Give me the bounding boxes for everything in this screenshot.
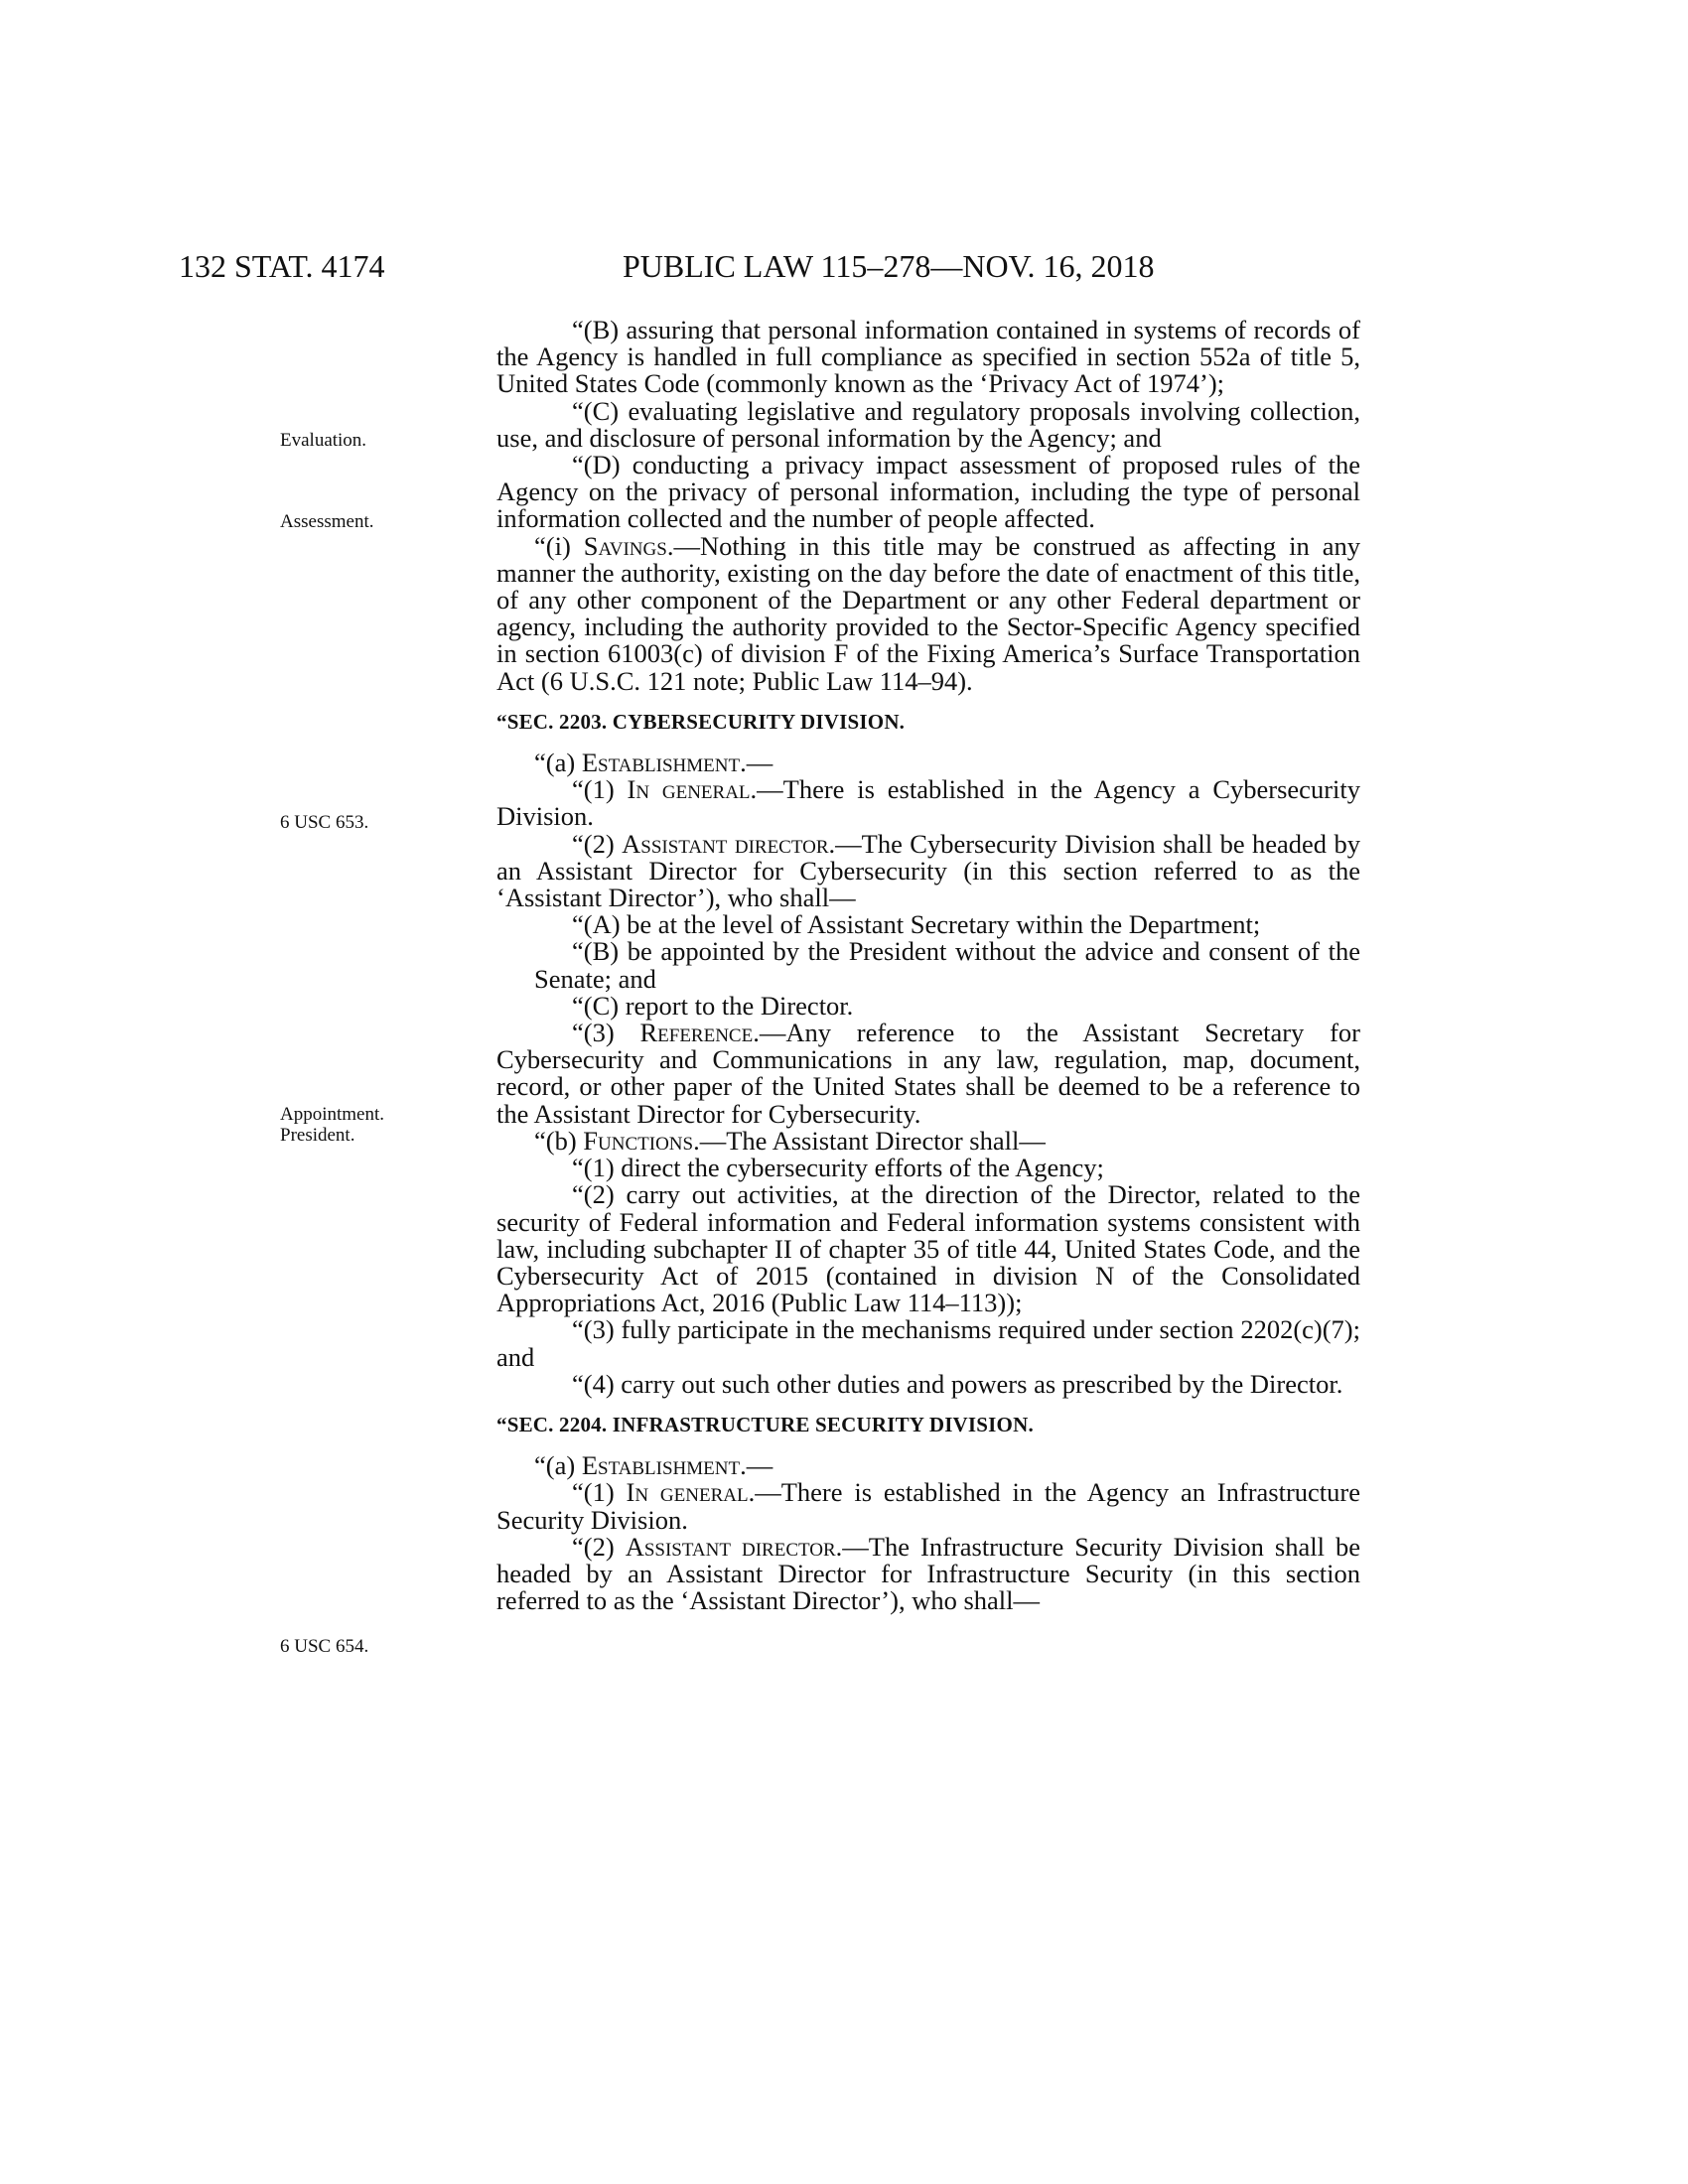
s2203-b <box>496 1125 1360 1156</box>
s2203-a3-text: .—Any reference to the Assistant Secretary for Cybersecurity and Communications in any law, regulation, map, document, record, or other paper of the United States shall be deemed to be a reference to the Assistant Director for Cybersecurity. <box>496 1018 1360 1129</box>
s2203-b4: “(4) carry out such other duties and powers as prescribed by the Director. <box>572 1368 1343 1399</box>
margin-note-president: President. <box>280 1125 355 1146</box>
s2203-a3 <box>496 1020 1360 1128</box>
s2204-a-tail: .— <box>740 1450 774 1481</box>
subsection-i-text: .—Nothing in this title may be construed as affecting in any manner the authority, existing on the day before the date of enactment of this title, of any other component of the Department or any other Federal department or agency, including the authority provided to the Sector-Specific Agency specified in section 61003(c) of division F of the Fixing America’s Surface Transportation Act (6 U.S.C. 121 note; Public Law 114–94). <box>496 530 1360 696</box>
s2203-b2: “(2) carry out activities, at the direction of the Director, related to the security of Federal information and Federal information systems consistent with law, including subchapter II of chapter 35 of title 44, United States Code, and the Cybersecurity Act of 2015 (contained in division N of the Consolidated Appropriations Act, 2016 (Public Law 114–113)); <box>496 1179 1360 1318</box>
paragraph-h-d: “(D) conducting a privacy impact assessment of proposed rules of the Agency on the privacy of personal information, including the type of personal information collected and the number of people affected. <box>496 450 1360 534</box>
s2203-a2-B: “(B) be appointed by the President without the advice and consent of the Senate; and <box>534 936 1360 994</box>
s2204-a1-heading: In general <box>626 1477 749 1508</box>
s2204-a1-text: .—There is established in the Agency an Infrastructure Security Division. <box>496 1477 1361 1535</box>
s2203-a-tail: .— <box>740 748 774 778</box>
margin-note-usc-653: 6 USC 653. <box>280 812 369 833</box>
s2203-a3-heading: Reference <box>639 1018 754 1048</box>
subsection-i-heading: Savings <box>583 530 667 561</box>
margin-note-appointment: Appointment. <box>280 1104 385 1125</box>
s2203-b-lead: “(b) <box>534 1125 584 1156</box>
s2203-a <box>496 750 1360 776</box>
paragraph-h-c: “(C) evaluating legislative and regulatory proposals involving collection, use, and disclosure of personal information by the Agency; and <box>496 395 1360 453</box>
s2203-a2-heading: Assistant director <box>622 828 829 859</box>
s2203-a2 <box>496 828 1360 913</box>
s2203-a1 <box>496 776 1360 830</box>
s2204-a1-lead: “(1) <box>572 1477 627 1508</box>
s2203-a2-A: “(A) be at the level of Assistant Secretary within the Department; <box>572 909 1261 940</box>
s2203-a2-lead: “(2) <box>572 828 623 859</box>
s2203-b-heading: Functions <box>583 1125 694 1156</box>
s2204-a <box>496 1452 1360 1479</box>
s2204-a1 <box>496 1479 1360 1533</box>
s2204-a2-lead: “(2) <box>572 1531 626 1562</box>
s2203-a1-lead: “(1) <box>572 774 628 805</box>
margin-note-assessment: Assessment. <box>280 511 374 532</box>
statute-body <box>496 317 1360 1614</box>
section-2204-heading: “SEC. 2204. INFRASTRUCTURE SECURITY DIVISION. <box>496 1412 1034 1436</box>
s2203-b3: “(3) fully participate in the mechanisms required under section 2202(c)(7); and <box>496 1314 1360 1372</box>
s2203-a2-text: .—The Cybersecurity Division shall be headed by an Assistant Director for Cybersecurity (in this section referred to as the ‘Assistant Director’), who shall— <box>496 828 1360 913</box>
margin-note-usc-654: 6 USC 654. <box>280 1636 369 1657</box>
margin-note-evaluation: Evaluation. <box>280 430 367 451</box>
section-2203-heading: “SEC. 2203. CYBERSECURITY DIVISION. <box>496 709 906 734</box>
s2204-a-heading: Establishment <box>581 1450 741 1481</box>
paragraph-h-b: “(B) assuring that personal information contained in systems of records of the Agency is handled in full compliance as specified in section 552a of title 5, United States Code (commonly known as the ‘Privacy Act of 1974’); <box>496 315 1360 399</box>
s2203-b-text: .—The Assistant Director shall— <box>693 1125 1046 1156</box>
stat-reference: 132 STAT. 4174 <box>179 248 385 284</box>
s2203-a-heading: Establishment <box>581 748 741 778</box>
s2203-a1-heading: In general <box>627 774 751 805</box>
s2203-b1: “(1) direct the cybersecurity efforts of the Agency; <box>572 1153 1104 1183</box>
subsection-i-lead: “(i) <box>534 530 584 561</box>
public-law-title: PUBLIC LAW 115–278—NOV. 16, 2018 <box>623 248 1155 284</box>
s2204-a-lead: “(a) <box>534 1450 582 1481</box>
s2204-a2-text: .—The Infrastructure Security Division shall be headed by an Assistant Director for Infrastructure Security (in this section referred to as the ‘Assistant Director’), who shall— <box>496 1531 1360 1616</box>
s2203-a3-lead: “(3) <box>572 1018 640 1048</box>
s2203-a-lead: “(a) <box>534 748 582 778</box>
s2204-a2-heading: Assistant director <box>625 1531 836 1562</box>
subsection-i-savings <box>496 530 1360 696</box>
s2203-a2-C: “(C) report to the Director. <box>572 990 854 1021</box>
s2203-a1-text: .—There is established in the Agency a Cybersecurity Division. <box>496 774 1360 832</box>
s2204-a2 <box>496 1531 1360 1616</box>
